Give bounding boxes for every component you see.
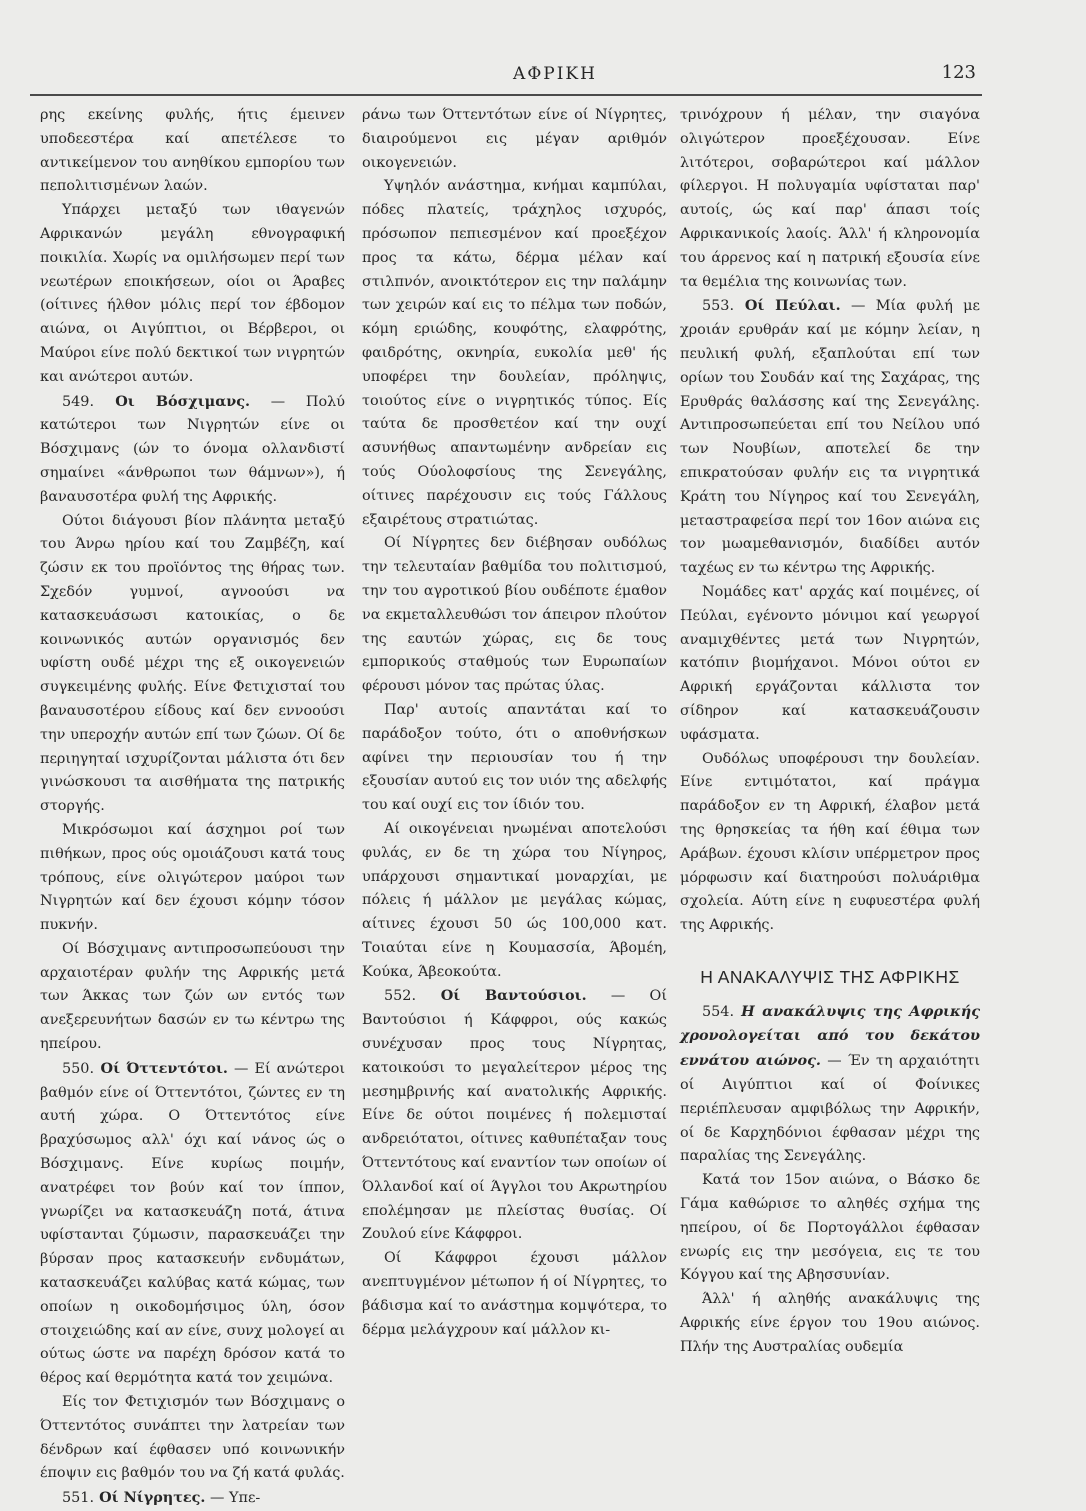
running-title: ΑΦΡΙΚΗ [513,64,597,84]
paragraph: Οί Βόσχιμανς αντιπροσωπεύουσι την αρχαιοτέραν φυλήν της Αφρικής μετά των Άκκας των ζών ων εντός των ανεξερευνήτων δασών εν τω κέντρω της ηπείρου. [40,940,345,1053]
paragraph: ράνω των Όττεντότων είνε οί Νίγρητες, διαιρούμενοι εις μέγαν αριθμόν οικογενειών. [362,107,667,171]
paragraph: Νομάδες κατ' αρχάς καί ποιμένες, οί Πεύλαι, εγένοντο μόνιμοι καί γεωργοί αναμιχθέντες μετά των Νιγρητών, κατόπιν βιομήχανοι. Μόνοι ούτοι εν Αφρική εργάζονται κάλλιστα τον σίδηρον καί κατασκευάζουσιν υφάσματα. [680,583,980,743]
entry-550 [40,1057,345,1391]
entry-heading [702,297,841,314]
entry-heading [62,1060,228,1077]
entry-text: — Έν τη αρχαιότητι οί Αιγύπτιοι καί οί Φοίνικες περιέπλευσαν αμφιβόλως την Αφρικήν, οί δε Καρχηδόνιοι έφθασαν μέχρι της παραλίας της Σενεγάλης. [680,1053,980,1165]
entry-text: — Πολύ κατώτεροι των Νιγρητών είνε οι Βόσχιμανς (ών το όνομα ολλανδιστί σημαίνει «άνθρωποι των θάμνων»), ή βαναυσοτέρα φυλή της Αφρικής. [40,393,345,505]
section-heading: Η ΑΝΑΚΑΛΥΨΙΣ ΤΗΣ ΑΦΡΙΚΗΣ [700,966,960,987]
entry-number: 549. [62,393,95,410]
entry-number: 554. [702,1003,735,1020]
entry-title: Οί Όττεντότοι. [100,1059,228,1077]
entry-heading [62,393,250,410]
entry-554 [680,1000,980,1170]
paragraph: Υψηλόν ανάστημα, κνήμαι καμπύλαι, πόδες πλατείς, τράχηλος ισχυρός, πρόσωπον πεπιεσμένον καί προεξέχον προς τα κάτω, δέρμα μέλαν καί στιλπνόν, ανοικτότερον εις την παλάμην των χειρών καί εις το πέλμα των ποδών, κόμη εριώδης, κουφότης, ελαφρότης, φαιδρότης, οκνηρία, ευκολία μεθ' ής υποφέρει την δουλείαν, πρόληψις, τοιούτος είνε ο νιγρητικός τύπος. Είς ταύτα δε προσθετέον καί την ουχί ασυνήθως απαντωμένην ανδρείαν εις τούς Ούολοφσίους της Σενεγάλης, οίτινες παρέχουσιν εις τούς Γάλλους εξαιρέτους στρατιώτας. [362,178,667,528]
entry-553 [680,294,980,581]
entry-552 [362,984,667,1247]
entry-title: Οί Βαντούσιοι. [440,987,587,1005]
entry-text: — Εί ανώτεροι βαθμόν είνε οί Όττεντότοι, ζώντες εν τη αυτή χώρα. Ο Όττεντότος είνε βραχύσωμος αλλ' όχι καί νάνος ώς ο Βόσχιμανς. Είνε κυρίως ποιμήν, ανατρέφει τον βούν καί τον ίππον, γνωρίζει να κατασκευάζη ποτά, άτινα υφίστανται ζύμωσιν, παρασκευάζει την βύρσαν προς κατασκευήν ενδυμάτων, κατασκευάζει καλύβας κατά κώμας, των οποίων η οικοδομήσιμος ύλη, όσον στοιχειώδης καί αν είνε, συνχ μολογεί αι ούτως ώστε να παρέχη δρόσον κατά το θέρος καί θερμότητα κατά τον χειμώνα. [40,1060,346,1387]
entry-text: — Οί Βαντούσιοι ή Κάφφροι, ούς κακώς συνέχυσαν προς τους Νίγρητας, κατοικούσι το μεγαλείτερον μέρος της μεσημβρινής καί ανατολικής Αφρικής. Είνε δε ούτοι ποιμένες ή πολεμισταί ανδρειότατοι, οίτινες καθυπέταξαν τους Όττεντότους καί εναντίον των οποίων οί Όλλανδοί καί οί Άγγλοι του Ακρωτηρίου επολέμησαν με πλείστας θυσίας. Οί Ζουλού είνε Κάφφροι. [362,988,667,1243]
page-number: 123 [941,62,976,83]
header-rule [30,94,982,96]
paragraph: ρης εκείνης φυλής, ήτις έμεινεν υποδεεστέρα καί απετέλεσε το αντικείμενον του ανηθίκου εμπορίου των πεπολιτισμένων λαών. [40,107,345,195]
paragraph: Είς τον Φετιχισμόν των Βόσχιμανς ο Όττεντότος συνάπτει την λατρείαν των δένδρων καί έφθασεν υπό κοινωνικήν έποψιν εις βαθμόν του να ζή κατά φυλάς. [40,1394,345,1482]
paragraph: Άλλ' ή αληθής ανακάλυψις της Αφρικής είνε έργον του 19ου αιώνος. Πλήν της Αυστραλίας ουδεμία [680,1291,980,1355]
entry-551 [40,1486,345,1511]
paragraph: Ούτοι διάγουσι βίον πλάνητα μεταξύ του Άνρω ηρίου καί του Ζαμβέζη, καί ζώσιν εκ του προϊόντος της θήρας των. Σχεδόν γυμνοί, αγνοούσι να κατασκευάσωσι κατοικίας, ο δε κοινωνικός αυτών οργανισμός δεν υφίστη ουδέ μέχρι της εξ οικογενειών συγκειμένης φυλής. Είνε Φετιχισταί του βαναυσοτέρου είδους καί δεν εννοούσι την υπεροχήν αυτών επί των ζώων. Οί δε περιηγηταί ισχυρίζονται μάλιστα ότι δεν γινώσκουσι τα αισθήματα της πατρικής στοργής. [40,512,345,815]
entry-title: Οί Πεύλαι. [744,297,841,315]
entry-number: 551. [62,1490,95,1507]
entry-text: — Υπε- [210,1490,261,1507]
entry-549 [40,390,345,510]
text-column-right [680,104,980,1484]
entry-heading [62,1489,205,1506]
entry-heading [384,987,587,1004]
paragraph: Ουδόλως υποφέρουσι την δουλείαν. Είνε εντιμότατοι, καί πράγμα παράδοξον εν τη Αφρική, έλαβον μετά της θρησκείας τα ήθη καί έθιμα των Αράβων. έχουσι κλίσιν υπέρμετρον προς μόρφωσιν καί διατηρούσι πολυάριθμα σχολεία. Αύτη είνε η ευφυεστέρα φυλή της Αφρικής. [680,750,980,934]
entry-number: 553. [702,298,735,315]
entry-title: Οί Νίγρητες. [99,1489,206,1507]
paragraph: Οί Νίγρητες δεν διέβησαν ουδόλως την τελευταίαν βαθμίδα του πολιτισμού, την του αγροτικού βίου ουδέποτε έμαθον να εκμεταλλευθώσι τον άπειρον πλούτον της εαυτών χώρας, εις δε τους εμπορικούς σταθμούς των Ευρωπαίων φέρουσι μόνον τας πρώτας ύλας. [362,535,667,695]
paragraph: Οί Κάφφροι έχουσι μάλλον ανεπτυγμένον μέτωπον ή οί Νίγρητες, το βάδισμα καί το ανάστημα κομψότερα, το δέρμα μελάγχρουν καί μάλλον κι- [362,1250,667,1338]
paragraph: Αί οικογένειαι ηνωμέναι αποτελούσι φυλάς, εν δε τη χώρα του Νίγηρος, υπάρχουσι σημαντικαί μοναρχίαι, με πόλεις ή μάλλον με μεγάλας κώμας, αίτινες έχουσι 50 ώς 100,000 κατ. Τοιαύται είνε η Κουμασσία, Άβομέη, Κούκα, Άβεοκούτα. [362,820,667,980]
paragraph: Μικρόσωμοι καί άσχημοι ροί των πιθήκων, προς ούς ομοιάζουσι κατά τους τρόπους, είνε ολιγώτερον μαύροι των Νιγρητών καί δεν έχουσι κόμην τόσον πυκνήν. [40,821,345,934]
entry-number: 552. [384,988,417,1005]
paragraph: Υπάρχει μεταξύ των ιθαγενών Αφρικανών μεγάλη εθνογραφική ποικιλία. Χωρίς να ομιλήσωμεν περί των νεωτέρων εποικήσεων, οίοι οι Άραβες (οίτινες ήλθον μόλις περί τον έβδομον αιώνα, οι Αιγύπτιοι, οι Βέρβεροι, οι Μαύροι είνε πολύ δεκτικοί των νιγρητών και ανώτεροι αυτών. [40,202,345,385]
entry-number: 550. [62,1060,95,1077]
paragraph: Παρ' αυτοίς απαντάται καί το παράδοξον τούτο, ότι ο αποθνήσκων αφίνει την περιουσίαν του ή την εξουσίαν αυτού εις τον υιόν της αδελφής του καί ουχί εις τον ίδιόν του. [362,701,667,814]
entry-text: — Μία φυλή με χροιάν ερυθράν καί με κόμην λείαν, η πευλική φυλή, εξαπλούται επί των ορίων του Σουδάν καί της Σαχάρας, της Ερυθράς θαλάσσης καί της Σενεγάλης. Αντιπροσωπεύεται επί του Νείλου υπό των Νουβίων, αποτελεί δε την επικρατούσαν φυλήν εις τα νιγρητικά Κράτη του Νίγηρος καί του Σενεγάλη, μεταστραφείσα περί τον 16ον αιώνα εις τον μωαμεθανισμόν, διαδίδει αυτόν ταχέως εν τω κέντρω της Αφρικής. [680,298,980,577]
entry-title: Οι Βόσχιμανς. [115,392,251,410]
paragraph: τρινόχρουν ή μέλαν, την σιαγόνα ολιγώτερον προεξέχουσαν. Είνε λιτότεροι, σοβαρώτεροι καί μάλλον φίλεργοι. Η πολυγαμία υφίσταται παρ' αυτοίς, ώς καί παρ' άπασι τοίς Αφρικανικοίς λαοίς. Άλλ' ή κληρονομία του άρρενος καί η πατρική εξουσία είνε τα θεμέλια της κοινωνίας των. [680,107,980,290]
text-column-left [40,104,346,1507]
entry-title: Η ανακάλυψις της Αφρικής χρονολογείται από του δεκάτου εννάτου αιώνος. [680,1002,981,1070]
paragraph: Κατά τον 15ον αιώνα, ο Βάσκο δε Γάμα καθώρισε το αληθές σχήμα της ηπείρου, οί δε Πορτογάλλοι έφθασαν ενωρίς εις την μεσόγεια, εις τε του Κόγγου καί της Αβησσυνίαν. [680,1172,980,1284]
text-column-middle [362,104,667,1484]
